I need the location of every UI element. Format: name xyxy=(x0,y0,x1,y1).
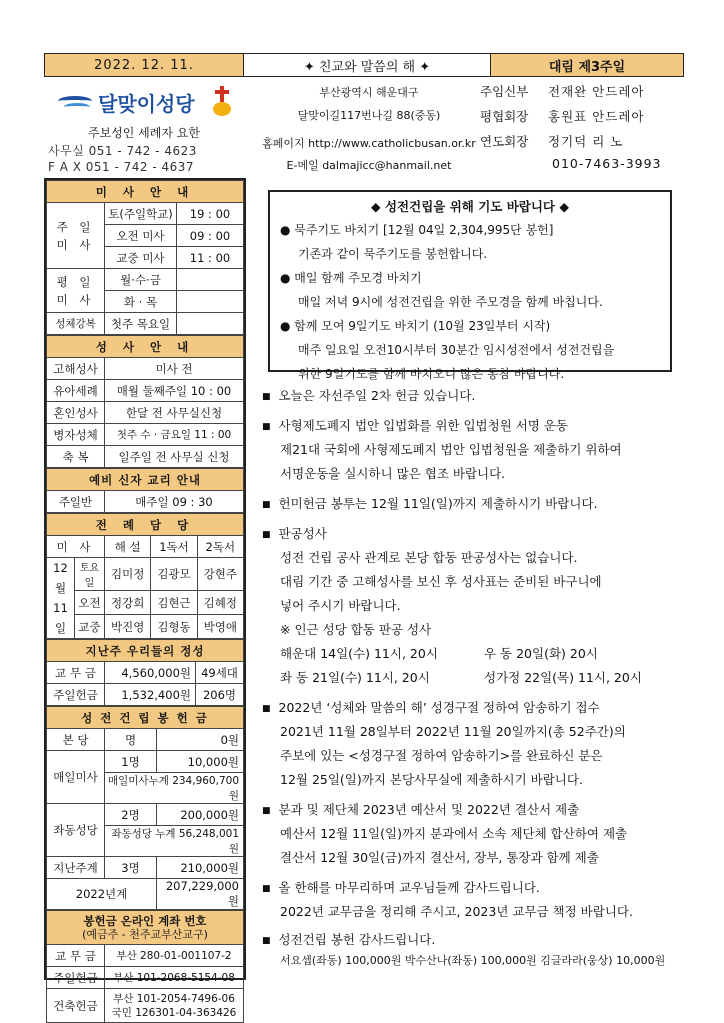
fund-label: 지난주계 xyxy=(47,857,105,879)
notice-item: ■ 올 한해를 마무리하며 교우님들께 감사드립니다. xyxy=(262,878,540,896)
accounts-title: 봉헌금 온라인 계좌 번호 (예금주 - 천주교부산교구) xyxy=(47,911,244,945)
account-label: 교 무 금 xyxy=(47,945,105,967)
fund-label: 본 당 xyxy=(47,729,105,751)
sunday-mass-label: 주 일 미 사 xyxy=(47,203,105,269)
accounts-table xyxy=(46,910,244,1023)
liturgical-week: 대림 제3주일 xyxy=(491,54,683,76)
parish-header xyxy=(44,80,244,180)
mass-name: 오전 미사 xyxy=(105,225,177,247)
email-link[interactable]: E-메일 dalmajicc@hanmail.net xyxy=(286,159,452,172)
ministry-table xyxy=(46,513,244,639)
ministry-cell: 박진영 xyxy=(105,615,151,639)
notice-line: 우 동 20일(화) 20시 xyxy=(484,646,598,661)
fund-amount: 200,000원 xyxy=(157,804,244,826)
prayer-request-box xyxy=(268,190,672,381)
ministry-header: 해 설 xyxy=(105,536,151,558)
staff-row: 010-7463-3993 xyxy=(552,156,662,171)
sacrament-value: 첫주 수 · 금요일 11 : 00 xyxy=(105,424,244,446)
prayer-line: ● 매일 함께 주모경 바치기 xyxy=(280,271,422,285)
parish-logo xyxy=(58,88,195,117)
cross-emblem-icon xyxy=(211,86,233,116)
notice-line: 2022년 교무금을 정리해 주시고, 2023년 교무금 책정 바랍니다. xyxy=(280,904,633,919)
address-line-1: 부산광역시 해운대구 xyxy=(319,86,419,99)
account-number: 부산 101-2054-7496-06 국민 126301-04-363426 xyxy=(105,989,244,1023)
notice-line: 주보에 있는 <성경구절 정하여 암송하기>를 완료하신 분은 xyxy=(280,748,603,763)
ministry-cell: 강현주 xyxy=(197,558,243,591)
ministry-mass: 오전 xyxy=(75,591,105,615)
ministry-mass: 교중 xyxy=(75,615,105,639)
notice-line: 제21대 국회에 사형제도폐지 법안 입법청원을 제출하기 위하여 xyxy=(280,442,622,457)
ministry-header: 2독서 xyxy=(197,536,243,558)
prayer-title: ◆ 성전건립을 위해 기도 바랍니다 ◆ xyxy=(371,199,569,214)
prayer-line: 위한 9일기도를 함께 바치오니 많은 동참 바랍니다. xyxy=(298,367,565,381)
ministry-mass: 토요일 xyxy=(75,558,105,591)
ministry-title: 전 례 담 당 xyxy=(47,514,244,536)
prayer-line: 매주 일요일 오전10시부터 30분간 임시성전에서 성전건립을 xyxy=(298,343,615,357)
prayer-line: 기존과 같이 묵주기도를 봉헌합니다. xyxy=(298,247,488,261)
notice-item: ■ 헌미헌금 봉투는 12월 11일(일)까지 제출하시기 바랍니다. xyxy=(262,494,598,512)
building-fund-table xyxy=(46,706,244,910)
fund-label: 좌동성당 xyxy=(47,804,105,857)
mass-name: 토(주일학교) xyxy=(105,203,177,225)
mass-time: 09 : 00 xyxy=(177,225,244,247)
offering-count: 206명 xyxy=(196,684,244,706)
wave-logo-icon xyxy=(58,92,92,114)
mass-schedule-table xyxy=(46,180,244,335)
notice-line: 넣어 주시기 바랍니다. xyxy=(280,598,401,613)
mass-time: 11 : 00 xyxy=(177,247,244,269)
notice-line: 예산서 12월 11일(일)까지 분과에서 소속 제단체 합산하여 제출 xyxy=(280,826,628,841)
ministry-header: 미 사 xyxy=(47,536,105,558)
notice-line: 12월 25일(일)까지 본당사무실에 제출하시기 바랍니다. xyxy=(280,772,583,787)
info-sidebar xyxy=(44,178,246,1019)
mass-schedule-title: 미 사 안 내 xyxy=(47,181,244,203)
top-bar xyxy=(44,53,684,77)
notice-line: 해운대 14일(수) 11시, 20시 xyxy=(280,646,438,661)
ministry-cell: 정강희 xyxy=(105,591,151,615)
ministry-cell: 김현근 xyxy=(151,591,197,615)
adoration-label: 성체강복 xyxy=(47,313,105,335)
fund-count: 2명 xyxy=(105,804,157,826)
mass-name: 월·수·금 xyxy=(105,269,177,291)
catechism-title: 예비 신자 교리 안내 xyxy=(47,469,244,491)
notice-line: ※ 인근 성당 합동 판공 성사 xyxy=(280,622,432,637)
sacrament-label: 유아세례 xyxy=(47,380,105,402)
address-line-2: 달맞이길117번나길 88(중동) xyxy=(297,109,441,122)
catechism-table xyxy=(46,468,244,513)
catechism-value: 매주일 09 : 30 xyxy=(105,491,244,513)
mass-time xyxy=(177,291,244,313)
notice-line: 서요셉(좌동) 100,000원 박수산나(좌동) 100,000원 김글라라(웅상) 10,000원 xyxy=(280,954,666,967)
notice-item: ■ 사형제도폐지 법안 입법화를 위한 입법청원 서명 운동 xyxy=(262,416,568,434)
fund-total: 좌동성당 누계 56,248,001원 xyxy=(105,826,244,857)
prayer-line: ● 함께 모여 9일기도 바치기 (10월 23일부터 시작) xyxy=(280,319,551,333)
sacrament-value: 미사 전 xyxy=(105,358,244,380)
account-label: 주일헌금 xyxy=(47,967,105,989)
accounts-subtitle: (예금주 - 천주교부산교구) xyxy=(82,927,208,941)
fund-amount: 207,229,000원 xyxy=(157,879,244,910)
ministry-cell: 김혜정 xyxy=(197,591,243,615)
adoration-value: 첫주 목요일 xyxy=(105,313,177,335)
offering-count: 49세대 xyxy=(196,662,244,684)
notice-item: ■ 성전건립 봉헌 감사드립니다. xyxy=(262,930,435,948)
fund-label: 2022년계 xyxy=(47,879,157,910)
notice-line: 서명운동을 실시하니 많은 협조 바랍니다. xyxy=(280,466,506,481)
notice-line: 2021년 11월 28일부터 2022년 11월 20일까지(총 52주간)의 xyxy=(280,724,626,739)
patron-saint: 주보성인 세례자 요한 xyxy=(88,126,200,140)
homepage-link[interactable]: 홈페이지 http://www.catholicbusan.or.kr xyxy=(262,137,476,150)
ministry-cell: 김미정 xyxy=(105,558,151,591)
bulletin-date: 2022. 12. 11. xyxy=(45,54,244,76)
sacrament-label: 병자성체 xyxy=(47,424,105,446)
notice-line: 성가정 22일(목) 11시, 20시 xyxy=(484,670,642,685)
fund-amount: 10,000원 xyxy=(157,751,244,773)
notice-item: ■ 2022년 ‘성체와 말씀의 해’ 성경구절 정하여 암송하기 접수 xyxy=(262,698,600,716)
account-number: 부산 280-01-001107-2 xyxy=(105,945,244,967)
ministry-cell: 김광모 xyxy=(151,558,197,591)
sacrament-value: 일주일 전 사무실 신청 xyxy=(105,446,244,468)
notice-line: 대림 기간 중 고해성사를 보신 후 성사표는 준비된 바구니에 xyxy=(280,574,602,589)
offering-amount: 1,532,400원 xyxy=(105,684,196,706)
sacrament-table xyxy=(46,335,244,468)
notice-line: 결산서 12월 30일(금)까지 결산서, 장부, 통장과 함께 제출 xyxy=(280,850,599,865)
parish-name: 달맞이성당 xyxy=(98,92,195,116)
sacrament-label: 혼인성사 xyxy=(47,402,105,424)
sacrament-value: 한달 전 사무실신청 xyxy=(105,402,244,424)
notice-item: ■ 판공성사 xyxy=(262,524,327,542)
office-phone: 사무실 051 - 742 - 4623 xyxy=(48,144,197,158)
address-block xyxy=(258,80,480,180)
mass-time xyxy=(177,269,244,291)
fund-amount: 0원 xyxy=(157,729,244,751)
offering-label: 교 무 금 xyxy=(47,662,105,684)
offering-amount: 4,560,000원 xyxy=(105,662,196,684)
catechism-label: 주일반 xyxy=(47,491,105,513)
fund-count: 1명 xyxy=(105,751,157,773)
fax-number: F A X 051 - 742 - 4637 xyxy=(48,160,195,174)
sacrament-label: 축 복 xyxy=(47,446,105,468)
account-label: 건축헌금 xyxy=(47,989,105,1023)
year-motto: ✦ 친교와 말씀의 해 ✦ xyxy=(244,54,491,76)
prayer-line: 매일 저녁 9시에 성전건립을 위한 주모경을 함께 바칩니다. xyxy=(298,295,603,309)
sacrament-title: 성 사 안 내 xyxy=(47,336,244,358)
sacrament-value: 매월 둘째주일 10 : 00 xyxy=(105,380,244,402)
fund-total: 매일미사누계 234,960,700원 xyxy=(105,773,244,804)
notice-item: ■ 오늘은 자선주일 2차 헌금 있습니다. xyxy=(262,386,475,404)
notice-line: 좌 동 21일(수) 11시, 20시 xyxy=(280,670,430,685)
staff-row: 평협회장 홍원표 안드레아 xyxy=(480,109,645,124)
offering-table xyxy=(46,639,244,706)
offering-title: 지난주 우리들의 정성 xyxy=(47,640,244,662)
sacrament-label: 고해성사 xyxy=(47,358,105,380)
offering-label: 주일헌금 xyxy=(47,684,105,706)
fund-count: 3명 xyxy=(105,857,157,879)
ministry-header: 1독서 xyxy=(151,536,197,558)
staff-row: 연도회장 정기덕 리 노 xyxy=(480,134,624,149)
building-fund-title: 성 전 건 립 봉 헌 금 xyxy=(47,707,244,729)
fund-label: 매일미사 xyxy=(47,751,105,804)
fund-amount: 210,000원 xyxy=(157,857,244,879)
account-number: 부산 101-2068-5154-08 xyxy=(105,967,244,989)
staff-row: 주임신부 전재완 안드레아 xyxy=(480,84,645,99)
notice-line: 성전 건립 공사 관계로 본당 합동 판공성사는 없습니다. xyxy=(280,550,578,565)
weekday-mass-label: 평 일 미 사 xyxy=(47,269,105,313)
ministry-date: 12월 11일 xyxy=(47,558,75,639)
mass-name: 교중 미사 xyxy=(105,247,177,269)
ministry-cell: 김형동 xyxy=(151,615,197,639)
mass-time: 19 : 00 xyxy=(177,203,244,225)
ministry-cell: 박영애 xyxy=(197,615,243,639)
notice-item: ■ 분과 및 제단체 2023년 예산서 및 2022년 결산서 제출 xyxy=(262,800,579,818)
mass-name: 화 · 목 xyxy=(105,291,177,313)
prayer-line: ● 묵주기도 바치기 [12월 04일 2,304,995단 봉헌] xyxy=(280,223,554,237)
fund-count: 명 xyxy=(105,729,157,751)
